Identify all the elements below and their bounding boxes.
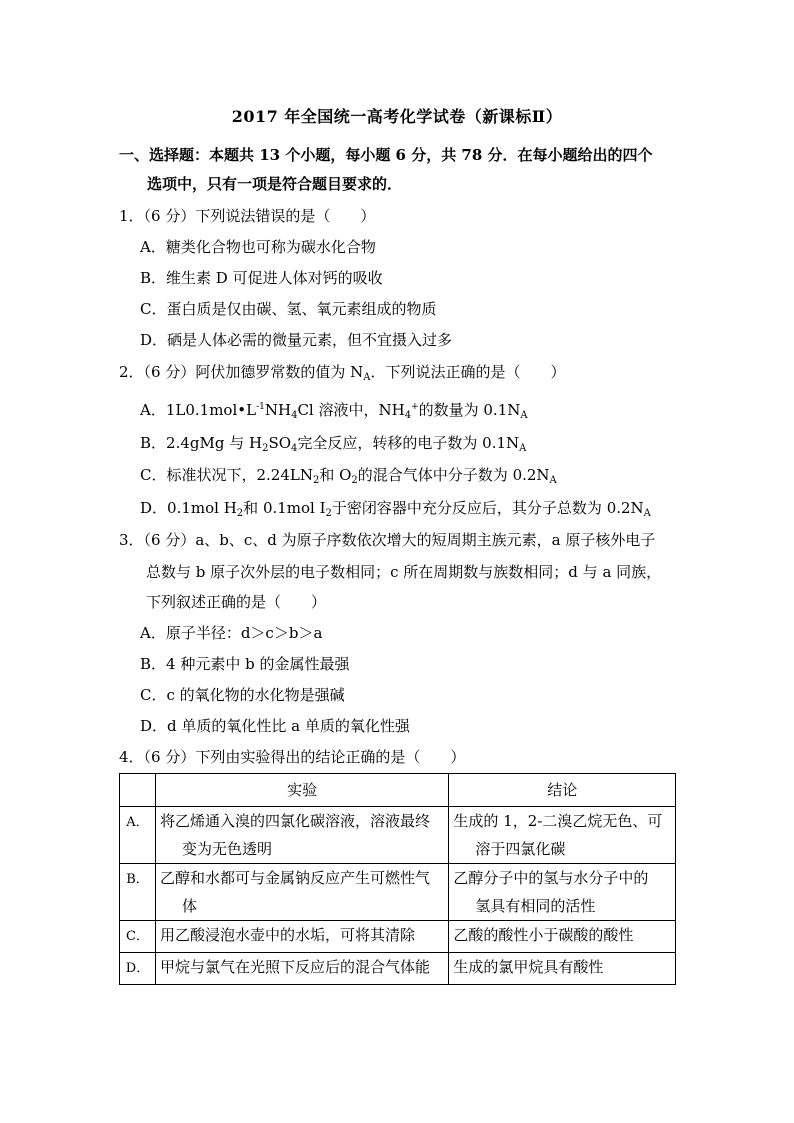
table-row-a [120, 807, 676, 864]
section-heading-line1: 一、选择题：本题共 13 个小题，每小题 6 分，共 78 分．在每小题给出的四个 [119, 146, 653, 164]
table-header-row [120, 774, 676, 807]
q2-option-b: B．2.4gMg 与 $H_2SO_4$完全反应，转移的电子数为 $0.1N_A$ [140, 434, 527, 454]
q3-stem-line2: 总数与 b 原子次外层的电子数相同；c 所在周期数与族数相同；d 与 a 同族， [146, 563, 662, 581]
q1-option-b: B．维生素 D 可促进人体对钙的吸收 [140, 269, 383, 287]
header-conclusion: 结论 [449, 774, 676, 807]
q3-option-b: B．4 种元素中 b 的金属性最强 [140, 655, 350, 673]
row-label: C． [120, 921, 156, 953]
header-experiment: 实验 [155, 774, 448, 807]
q3-stem-line3: 下列叙述正确的是（ ） [146, 593, 327, 611]
q4-stem: 4．（6 分）下列由实验得出的结论正确的是（ ） [119, 748, 466, 766]
conclusion-cell: 生成的氯甲烷具有酸性 [449, 953, 676, 985]
experiment-cell: 甲烷与氯气在光照下反应后的混合气体能 [155, 953, 448, 985]
row-label: B． [120, 864, 156, 921]
q2-option-d: D．0.1mol $H_2$和 0.1mol $I_2$于密闭容器中充分反应后，其分子总数为 $0.2N_A$ [140, 499, 651, 519]
row-label: A． [120, 807, 156, 864]
header-blank [120, 774, 156, 807]
q2-option-a: A．$1L0.1mol•L^{-1}NH_4Cl$ 溶液中，$NH_4^+$的数量为 $0.1N_A$ [140, 401, 528, 421]
section-heading-line2: 选项中，只有一项是符合题目要求的． [147, 175, 403, 193]
q1-option-d: D．硒是人体必需的微量元素，但不宜摄入过多 [140, 331, 453, 349]
experiment-cell: 用乙酸浸泡水壶中的水垢，可将其清除 [155, 921, 448, 953]
experiment-cell: 乙醇和水都可与金属钠反应产生可燃性气 体 [155, 864, 448, 921]
q3-option-c: C．c 的氧化物的水化物是强碱 [140, 686, 345, 704]
table-row-b [120, 864, 676, 921]
q4-experiment-table [119, 773, 676, 985]
section-heading [119, 141, 689, 199]
q2-stem: 2．（6 分）阿伏加德罗常数的值为 $N_A$．下列说法正确的是（ ） [119, 363, 566, 383]
conclusion-cell: 乙醇分子中的氢与水分子中的 氢具有相同的活性 [449, 864, 676, 921]
table-row-c [120, 921, 676, 953]
page-title: 2017 年全国统一高考化学试卷（新课标Ⅱ） [231, 107, 563, 126]
table-row-d [120, 953, 676, 985]
conclusion-cell: 生成的 1，2-二溴乙烷无色、可 溶于四氯化碳 [449, 807, 676, 864]
q3-option-d: D．d 单质的氧化性比 a 单质的氧化性强 [140, 717, 410, 735]
q2-option-c: C．标准状况下，$2.24LN_2$和 $O_2$的混合气体中分子数为 $0.2N_A$ [140, 466, 557, 486]
q1-option-c: C．蛋白质是仅由碳、氢、氧元素组成的物质 [140, 300, 437, 318]
experiment-cell: 将乙烯通入溴的四氯化碳溶液，溶液最终 变为无色透明 [155, 807, 448, 864]
q3-option-a: A．原子半径：d＞c＞b＞a [140, 624, 323, 642]
conclusion-cell: 乙酸的酸性小于碳酸的酸性 [449, 921, 676, 953]
row-label: D． [120, 953, 156, 985]
q1-stem: 1．（6 分）下列说法错误的是（ ） [119, 207, 376, 225]
q3-stem-line1: 3．（6 分）a、b、c、d 为原子序数依次增大的短周期主族元素，a 原子核外电子 [119, 531, 656, 549]
q1-option-a: A．糖类化合物也可称为碳水化合物 [140, 238, 376, 256]
